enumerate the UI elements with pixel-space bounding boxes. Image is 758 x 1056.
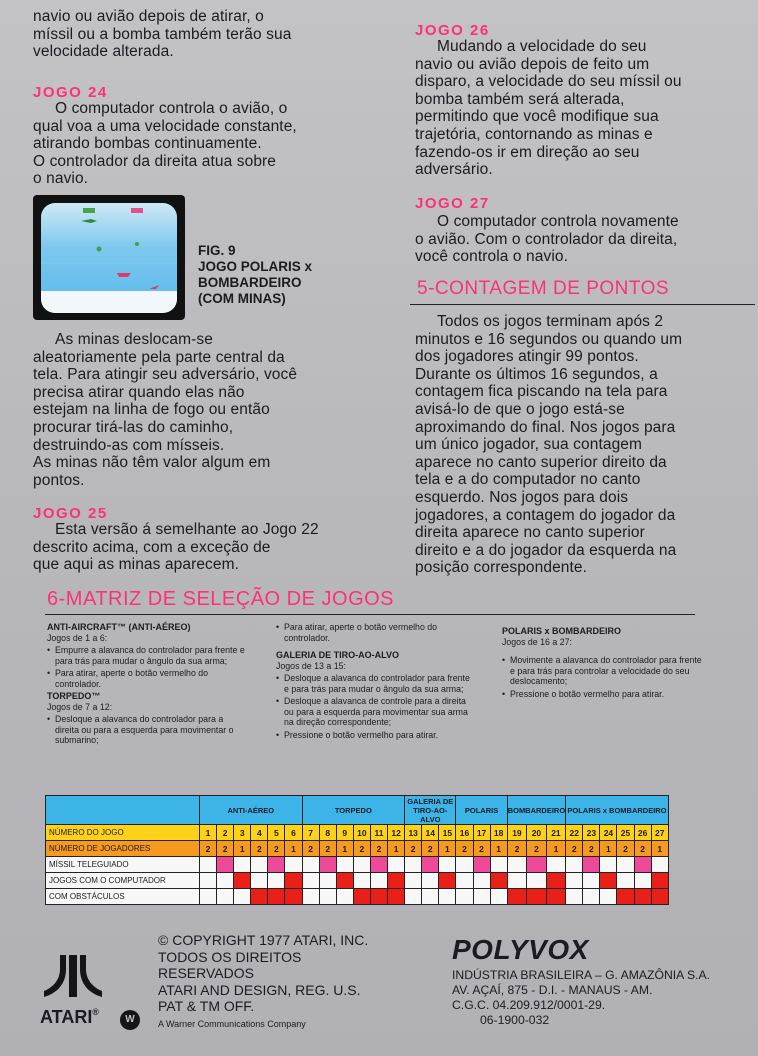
jogo25-heading: JOGO 25 — [33, 505, 108, 522]
list-item: • Desloque a alavanca do controlador para frente e para trás para mudar o ângulo da sua arma; — [284, 673, 476, 694]
matrix-mark-cell — [234, 857, 251, 873]
matrix-mark-cell — [527, 873, 547, 889]
matrix-value-cell: 14 — [422, 825, 439, 841]
matrix-mark-cell — [268, 873, 285, 889]
jogo27-heading: JOGO 27 — [415, 195, 490, 212]
text-line: adversário. — [415, 161, 493, 179]
text-line: navio ou avião depois de feito um — [415, 55, 650, 73]
matrix-value-cell: 18 — [490, 825, 507, 841]
matrix-value-cell: 2 — [617, 841, 634, 857]
matrix-mark-cell — [251, 873, 268, 889]
matrix-mark-cell — [651, 857, 668, 873]
text-line: Mudando a velocidade do seu — [437, 38, 647, 55]
matrix-mark-cell — [617, 857, 634, 873]
matrix-mark-cell — [507, 873, 527, 889]
matrix-mark-cell — [336, 857, 353, 873]
matrix-row — [46, 841, 669, 857]
text-line: contagem fica piscando na tela para — [415, 383, 668, 401]
text-line: Durante os últimos 16 segundos, a — [415, 365, 658, 383]
matrix-mark-cell — [388, 873, 405, 889]
matrix-mark-cell — [200, 889, 217, 905]
text-line: As minas não têm valor algum em — [33, 454, 271, 472]
list-item: • Movimente a alavanca do controlador para frente e para trás para controlar a velocidade do seu deslocamento; — [510, 655, 702, 687]
warner-logo-icon: W — [120, 1010, 140, 1030]
matrix-value-cell: 16 — [456, 825, 473, 841]
jogo24-heading: JOGO 24 — [33, 84, 108, 101]
mines-paragraph — [33, 331, 378, 489]
text-line: descrito acima, com a exceção de — [33, 538, 271, 556]
matrix-mark-cell — [634, 873, 651, 889]
game-screen — [41, 203, 177, 313]
text-line: qual voa a uma velocidade constante, — [33, 117, 297, 135]
matrix-mark-cell — [439, 889, 456, 905]
matrix-mark-cell — [251, 857, 268, 873]
matrix-mark-cell — [439, 857, 456, 873]
notes-col-2: • Para atirar, aperte o botão vermelho do controlador. GALERIA DE TIRO-AO-ALVO Jogos de 13 a 15: • Desloque a alavanca do controlador para frente e para trás para mudar o ângulo da sua arma; • Desloque a alavanca de controle para a direita ou para a esquerda para movimentar sua arma na direção correspondente; • Pressione o botão vermelho para atirar. — [276, 622, 476, 742]
matrix-mark-cell — [507, 857, 527, 873]
matrix-mark-cell — [234, 873, 251, 889]
matrix-value-cell: 2 — [405, 841, 422, 857]
matrix-value-cell: 2 — [353, 841, 370, 857]
matrix-value-cell: 7 — [302, 825, 319, 841]
text-line: permitindo que você modifique sua — [415, 108, 659, 126]
matrix-mark-cell — [370, 889, 387, 905]
text-line: o avião. Com o controlador da direita, — [415, 230, 678, 248]
matrix-mark-cell — [490, 873, 507, 889]
jogo26-heading: JOGO 26 — [415, 22, 490, 39]
matrix-mark-cell — [200, 857, 217, 873]
section-5-paragraph — [415, 313, 750, 577]
matrix-value-cell: 25 — [617, 825, 634, 841]
matrix-mark-cell — [200, 873, 217, 889]
jogo25-paragraph — [33, 521, 378, 574]
matrix-mark-cell — [353, 873, 370, 889]
matrix-mark-cell — [600, 857, 617, 873]
list-item: • Empurre a alavanca do controlador para frente e para trás para mudar o ângulo da sua arma; — [55, 645, 247, 666]
matrix-mark-cell — [583, 857, 600, 873]
matrix-value-cell: 23 — [583, 825, 600, 841]
matrix-value-cell: 17 — [473, 825, 490, 841]
matrix-value-cell: 21 — [546, 825, 566, 841]
matrix-value-cell: 8 — [319, 825, 336, 841]
figure-caption: FIG. 9 JOGO POLARIS x BOMBARDEIRO (COM MINAS) — [198, 243, 313, 306]
text-line: O computador controla novamente — [437, 213, 679, 230]
matrix-value-cell: 12 — [388, 825, 405, 841]
matrix-mark-cell — [583, 889, 600, 905]
text-line: míssil ou a bomba também terão sua — [33, 25, 292, 43]
text-line: pontos. — [33, 471, 85, 489]
matrix-value-cell: 24 — [600, 825, 617, 841]
matrix-mark-cell — [336, 873, 353, 889]
matrix-row — [46, 889, 669, 905]
matrix-mark-cell — [600, 889, 617, 905]
jogo27-paragraph — [415, 213, 745, 266]
text-line: O computador controla o avião, o — [55, 100, 288, 117]
text-line: As minas deslocam-se — [55, 331, 213, 348]
matrix-mark-cell — [353, 889, 370, 905]
matrix-mark-cell — [651, 889, 668, 905]
matrix-row — [46, 825, 669, 841]
matrix-value-cell: 1 — [439, 841, 456, 857]
matrix-mark-cell — [388, 857, 405, 873]
matrix-value-cell: 2 — [319, 841, 336, 857]
polyvox-address: INDÚSTRIA BRASILEIRA – G. AMAZÔNIA S.A. AV. AÇAÍ, 875 - D.I. - MANAUS - AM. C.G.C. 04.209.912/0001-29. 06-1900-032 — [452, 968, 711, 1027]
text-line: direito e a do jogador da esquerda na — [415, 541, 677, 559]
matrix-mark-cell — [527, 857, 547, 873]
matrix-value-cell: 1 — [388, 841, 405, 857]
matrix-value-cell: 1 — [336, 841, 353, 857]
matrix-value-cell: 26 — [634, 825, 651, 841]
list-item: • Pressione o botão vermelho para atirar. — [510, 689, 702, 700]
text-line: Esta versão á semelhante ao Jogo 22 — [55, 521, 319, 538]
section-5-title: 5-CONTAGEM DE PONTOS — [417, 278, 670, 299]
matrix-mark-cell — [583, 873, 600, 889]
matrix-value-cell: 2 — [217, 841, 234, 857]
matrix-mark-cell — [634, 889, 651, 905]
matrix-mark-cell — [285, 857, 302, 873]
text-line: avisá-lo de que o jogo está-se — [415, 400, 625, 418]
matrix-value-cell: 2 — [217, 825, 234, 841]
text-line: trajetória, contornando as minas e — [415, 125, 653, 143]
matrix-mark-cell — [319, 889, 336, 905]
matrix-row-label: MÍSSIL TELEGUIADO — [46, 857, 200, 873]
matrix-value-cell: 1 — [200, 825, 217, 841]
text-line: esquerdo. Nos jogos para dois — [415, 488, 629, 506]
matrix-mark-cell — [370, 873, 387, 889]
matrix-mark-cell — [405, 857, 422, 873]
matrix-mark-cell — [490, 857, 507, 873]
matrix-row-label: NÚMERO DO JOGO — [46, 825, 200, 841]
matrix-row — [46, 873, 669, 889]
text-line: aparece no canto superior direito da — [415, 453, 667, 471]
atari-wordmark: ATARI® — [40, 1007, 99, 1027]
matrix-mark-cell — [566, 889, 583, 905]
list-item: • Desloque a alavanca do controlador para a direita ou para a esquerda para movimentar o submarino; — [55, 714, 247, 746]
text-line: O controlador da direita atua sobre — [33, 152, 277, 170]
text-line: navio ou avião depois de atirar, o — [33, 8, 264, 25]
list-item: • Para atirar, aperte o botão vermelho do controlador. — [55, 668, 247, 689]
text-line: minutos e 16 segundos ou quando um — [415, 330, 683, 348]
matrix-value-cell: 2 — [456, 841, 473, 857]
matrix-mark-cell — [546, 857, 566, 873]
text-line: bomba também será alterada, — [415, 90, 625, 108]
matrix-mark-cell — [285, 873, 302, 889]
matrix-mark-cell — [405, 889, 422, 905]
matrix-mark-cell — [422, 857, 439, 873]
game-selection-matrix — [45, 795, 669, 905]
matrix-mark-cell — [251, 889, 268, 905]
matrix-mark-cell — [507, 889, 527, 905]
matrix-row-label: JOGOS COM O COMPUTADOR — [46, 873, 200, 889]
matrix-header-blank — [46, 796, 200, 825]
list-item: • Para atirar, aperte o botão vermelho do controlador. — [284, 622, 476, 643]
warner-credit: A Warner Communications Company — [158, 1019, 306, 1029]
text-line: aleatoriamente pela parte central da — [33, 348, 285, 366]
matrix-mark-cell — [422, 873, 439, 889]
text-line: aproximando do final. Nos jogos para — [415, 418, 676, 436]
matrix-mark-cell — [617, 873, 634, 889]
matrix-row — [46, 857, 669, 873]
matrix-value-cell: 1 — [546, 841, 566, 857]
matrix-value-cell: 2 — [473, 841, 490, 857]
matrix-value-cell: 1 — [600, 841, 617, 857]
matrix-mark-cell — [302, 857, 319, 873]
matrix-value-cell: 19 — [507, 825, 527, 841]
text-line: estejam na linha de fogo ou então — [33, 401, 270, 419]
matrix-mark-cell — [546, 889, 566, 905]
text-line: disparo, a velocidade do seu míssil ou — [415, 73, 682, 91]
text-line: atirando bombas continuamente. — [33, 135, 262, 153]
text-line: o navio. — [33, 170, 89, 188]
matrix-mark-cell — [546, 873, 566, 889]
text-line: tela. Para atingir seu adversário, você — [33, 366, 298, 384]
matrix-mark-cell — [422, 889, 439, 905]
text-line: que aqui as minas aparecem. — [33, 556, 240, 574]
intro-paragraph — [33, 8, 363, 61]
matrix-mark-cell — [566, 857, 583, 873]
matrix-value-cell: 9 — [336, 825, 353, 841]
matrix-value-cell: 2 — [583, 841, 600, 857]
text-line: direita aparece no canto superior — [415, 524, 645, 542]
matrix-value-cell: 10 — [353, 825, 370, 841]
matrix-value-cell: 20 — [527, 825, 547, 841]
matrix-value-cell: 1 — [285, 841, 302, 857]
game-scene-illustration — [41, 203, 177, 313]
section-6-title: 6-MATRIZ DE SELEÇÃO DE JOGOS — [47, 588, 395, 610]
matrix-value-cell: 27 — [651, 825, 668, 841]
matrix-header-cell: POLARIS — [456, 796, 507, 825]
matrix-value-cell: 15 — [439, 825, 456, 841]
matrix-mark-cell — [473, 857, 490, 873]
matrix-value-cell: 3 — [234, 825, 251, 841]
matrix-value-cell: 2 — [634, 841, 651, 857]
matrix-mark-cell — [268, 857, 285, 873]
matrix-mark-cell — [319, 873, 336, 889]
matrix-header-row — [46, 796, 669, 825]
matrix-header-cell: TORPEDO — [302, 796, 405, 825]
text-line: procurar tirá-las do caminho, — [33, 418, 234, 436]
text-line: fazendo-os ir em direção ao seu — [415, 143, 640, 161]
matrix-value-cell: 4 — [251, 825, 268, 841]
matrix-mark-cell — [234, 889, 251, 905]
matrix-value-cell: 22 — [566, 825, 583, 841]
text-line: você controla o navio. — [415, 248, 568, 266]
list-item: • Pressione o botão vermelho para atirar. — [284, 730, 476, 741]
matrix-mark-cell — [456, 873, 473, 889]
matrix-header-cell: GALERIA DE TIRO-AO-ALVO — [405, 796, 456, 825]
matrix-header-cell: POLARIS x BOMBARDEIRO — [566, 796, 669, 825]
matrix-value-cell: 2 — [268, 841, 285, 857]
matrix-value-cell: 2 — [507, 841, 527, 857]
matrix-mark-cell — [617, 889, 634, 905]
matrix-mark-cell — [473, 889, 490, 905]
notes-col-3: POLARIS x BOMBARDEIRO Jogos de 16 a 27: • Movimente a alavanca do controlador para frente e para trás para controlar a velocidade do seu deslocamento; • Pressione o botão vermelho para atirar. — [502, 626, 702, 701]
matrix-value-cell: 1 — [651, 841, 668, 857]
matrix-mark-cell — [388, 889, 405, 905]
jogo24-paragraph — [33, 100, 373, 188]
matrix-mark-cell — [217, 873, 234, 889]
text-line: dos jogadores atingir 99 pontos. — [415, 348, 639, 366]
matrix-mark-cell — [319, 857, 336, 873]
matrix-value-cell: 5 — [268, 825, 285, 841]
text-line: velocidade alterada. — [33, 43, 174, 61]
matrix-mark-cell — [285, 889, 302, 905]
text-line: um único jogador, sua contagem — [415, 436, 643, 454]
text-line: posição correspondente. — [415, 559, 588, 577]
matrix-value-cell: 2 — [566, 841, 583, 857]
notes-col-1: ANTI-AIRCRAFT™ (ANTI-AÉREO) Jogos de 1 a 6: • Empurre a alavanca do controlador para frente e para trás para mudar o ângulo da sua arma; • Para atirar, aperte o botão vermelho do controlador. TORPEDO™ Jogos de 7 a 12: • Desloque a alavanca do controlador para a direita ou para a esquerda para movimentar o submarino; — [47, 622, 247, 748]
text-line: jogadores, a contagem do jogador da — [415, 506, 676, 524]
matrix-value-cell: 2 — [527, 841, 547, 857]
figure-9-tv-screen — [33, 195, 185, 320]
matrix-value-cell: 1 — [490, 841, 507, 857]
matrix-mark-cell — [473, 873, 490, 889]
matrix-value-cell: 2 — [302, 841, 319, 857]
matrix-mark-cell — [634, 857, 651, 873]
matrix-value-cell: 2 — [370, 841, 387, 857]
matrix-row-label: COM OBSTÁCULOS — [46, 889, 200, 905]
matrix-mark-cell — [217, 889, 234, 905]
matrix-value-cell: 1 — [234, 841, 251, 857]
matrix-mark-cell — [405, 873, 422, 889]
matrix-value-cell: 2 — [200, 841, 217, 857]
matrix-mark-cell — [302, 889, 319, 905]
matrix-mark-cell — [566, 873, 583, 889]
matrix-mark-cell — [217, 857, 234, 873]
text-line: Todos os jogos terminam após 2 — [437, 313, 664, 330]
polyvox-logo: POLYVOX — [452, 934, 589, 965]
matrix-mark-cell — [527, 889, 547, 905]
section-6-rule — [45, 614, 695, 615]
matrix-value-cell: 2 — [422, 841, 439, 857]
matrix-row-label: NÚMERO DE JOGADORES — [46, 841, 200, 857]
matrix-mark-cell — [268, 889, 285, 905]
jogo26-paragraph — [415, 38, 745, 179]
matrix-mark-cell — [302, 873, 319, 889]
matrix-value-cell: 6 — [285, 825, 302, 841]
matrix-mark-cell — [456, 857, 473, 873]
matrix-mark-cell — [370, 857, 387, 873]
matrix-value-cell: 13 — [405, 825, 422, 841]
matrix-value-cell: 2 — [251, 841, 268, 857]
text-line: destruindo-as com mísseis. — [33, 436, 225, 454]
text-line: tela e a do computador no canto — [415, 471, 641, 489]
matrix-mark-cell — [336, 889, 353, 905]
matrix-mark-cell — [490, 889, 507, 905]
matrix-mark-cell — [439, 873, 456, 889]
section-5-rule — [410, 304, 755, 305]
matrix-value-cell: 11 — [370, 825, 387, 841]
matrix-header-cell: ANTI-AÉREO — [200, 796, 303, 825]
matrix-header-cell: BOMBARDEIRO — [507, 796, 566, 825]
matrix-mark-cell — [651, 873, 668, 889]
atari-fuji-logo-icon — [44, 955, 102, 1005]
matrix-mark-cell — [456, 889, 473, 905]
text-line: precisa atirar quando elas não — [33, 383, 245, 401]
copyright-block: © COPYRIGHT 1977 ATARI, INC. TODOS OS DIREITOS RESERVADOS ATARI AND DESIGN, REG. U.S. PAT & TM OFF. — [158, 932, 369, 1014]
matrix-mark-cell — [600, 873, 617, 889]
matrix-mark-cell — [353, 857, 370, 873]
list-item: • Desloque a alavanca de controle para a direita ou para a esquerda para movimentar sua arma na direção correspondente; — [284, 696, 476, 728]
